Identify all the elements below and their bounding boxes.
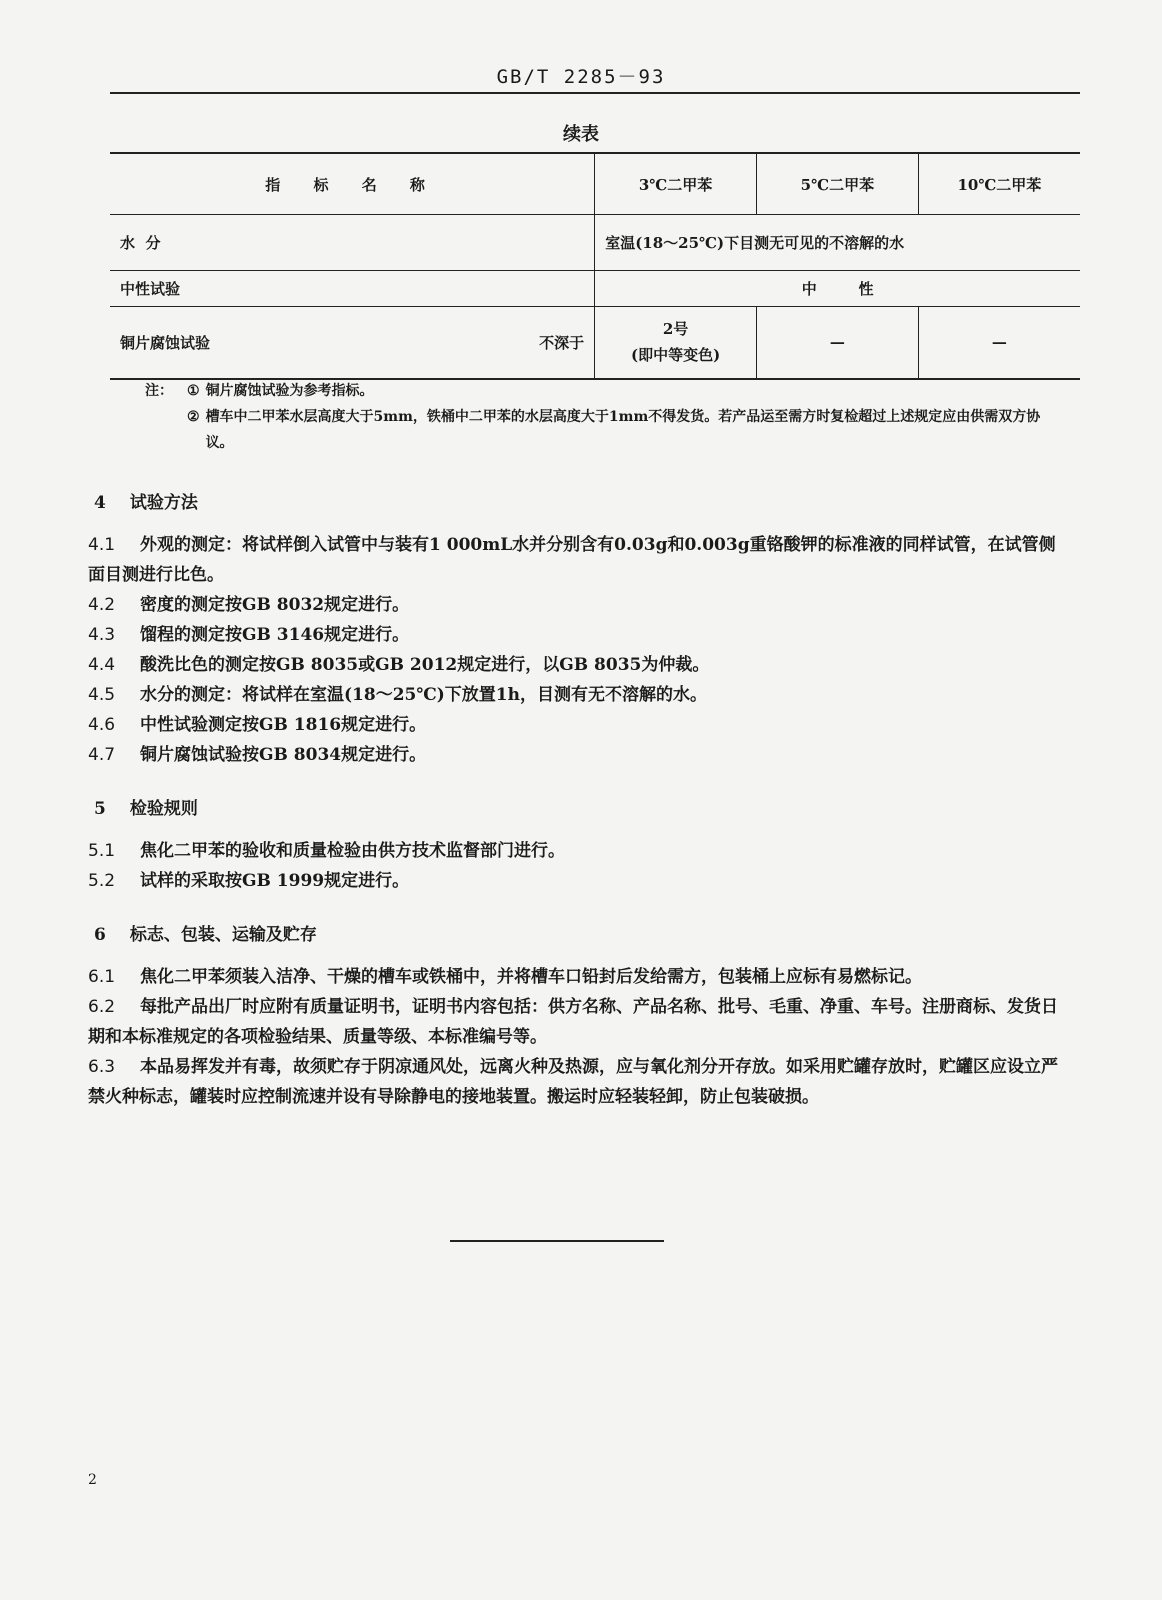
paragraph: 5.1 焦化二甲苯的验收和质量检验由供方技术监督部门进行。 (88, 841, 565, 861)
col-header-10c: 10℃二甲苯 (918, 153, 1080, 215)
row-value-water: 室温(18～25℃)下目测无可见的不溶解的水 (595, 215, 1080, 271)
row-name-copper-label: 铜片腐蚀试验 (120, 333, 211, 352)
table-row (110, 271, 1080, 307)
paragraph: 5.2 试样的采取按GB 1999规定进行。 (88, 871, 410, 891)
section-5 (88, 794, 1058, 896)
paragraph: 6.1 焦化二甲苯须装入洁净、干燥的槽车或铁桶中，并将槽车口铅封后发给需方，包装桶上应标有易燃标记。 (88, 967, 922, 987)
section-title-text: 标志、包装、运输及贮存 (129, 925, 317, 945)
standard-code: GB/T 2285－93 (496, 66, 666, 88)
table-header-row (110, 153, 1080, 215)
note-text: 槽车中二甲苯水层高度大于5mm，铁桶中二甲苯的水层高度大于1mm不得发货。若产品运至需方时复检超过上述规定应由供需双方协议。 (205, 409, 1041, 451)
col-header-name: 指 标 名 称 (110, 153, 595, 215)
section-number: 4 (94, 493, 106, 513)
row-name-water: 水 分 (110, 215, 595, 271)
paragraph: 6.3 本品易挥发并有毒，故须贮存于阴凉通风处，远离火种及热源，应与氧化剂分开存放。如采用贮罐存放时，贮罐区应设立严禁火种标志，罐装时应控制流速并设有导除静电的接地装置。搬运时应轻装轻卸，防止包装破损。 (88, 1057, 1058, 1107)
section-title-text: 检验规则 (129, 799, 198, 819)
note-marker: ② (187, 409, 200, 425)
row-name-copper (110, 307, 595, 379)
section-4 (88, 488, 1058, 770)
section-title (88, 920, 1058, 950)
section-title (88, 794, 1058, 824)
table-row (110, 215, 1080, 271)
paragraph: 4.3 馏程的测定按GB 3146规定进行。 (88, 625, 410, 645)
table-row (110, 307, 1080, 379)
spec-table (110, 152, 1080, 380)
section-6 (88, 920, 1058, 1112)
paragraph: 4.7 铜片腐蚀试验按GB 8034规定进行。 (88, 745, 427, 765)
table-caption: 续表 (563, 124, 599, 145)
paragraph: 4.4 酸洗比色的测定按GB 8035或GB 2012规定进行，以GB 8035为仲裁。 (88, 655, 710, 675)
note-prefix: 注： (145, 383, 173, 399)
document-body (88, 478, 1058, 1112)
col-header-3c: 3℃二甲苯 (595, 153, 757, 215)
row-name-neutral: 中性试验 (110, 271, 595, 307)
paragraph: 4.2 密度的测定按GB 8032规定进行。 (88, 595, 410, 615)
section-number: 5 (94, 799, 106, 819)
row-value-copper-3c: 2号 (即中等变色) (595, 307, 757, 379)
section-number: 6 (94, 925, 106, 945)
paragraph: 6.2 每批产品出厂时应附有质量证明书，证明书内容包括：供方名称、产品名称、批号、毛重、净重、车号。注册商标、发货日期和本标准规定的各项检验结果、质量等级、本标准编号等。 (88, 997, 1058, 1047)
row-value-copper-5c: — (756, 307, 918, 379)
row-value-copper-10c: — (918, 307, 1080, 379)
row-value-neutral: 中 性 (595, 271, 1080, 307)
note-marker: ① (187, 383, 200, 399)
col-header-5c: 5℃二甲苯 (756, 153, 918, 215)
paragraph: 4.1 外观的测定：将试样倒入试管中与装有1 000mL水并分别含有0.03g和0.003g重铬酸钾的标准液的同样试管，在试管侧面目测进行比色。 (88, 535, 1056, 585)
section-title-text: 试验方法 (129, 493, 198, 513)
note-item (145, 404, 1065, 456)
table-notes (145, 378, 1065, 456)
paragraph: 4.5 水分的测定：将试样在室温(18～25℃)下放置1h，目测有无不溶解的水。 (88, 685, 707, 705)
note-item (145, 378, 1065, 404)
note-text: 铜片腐蚀试验为参考指标。 (205, 383, 374, 399)
header-rule (110, 92, 1080, 94)
end-rule (450, 1240, 664, 1242)
page-number: 2 (88, 1472, 97, 1488)
row-qualifier: 不深于 (539, 333, 585, 352)
section-title (88, 488, 1058, 518)
paragraph: 4.6 中性试验测定按GB 1816规定进行。 (88, 715, 427, 735)
